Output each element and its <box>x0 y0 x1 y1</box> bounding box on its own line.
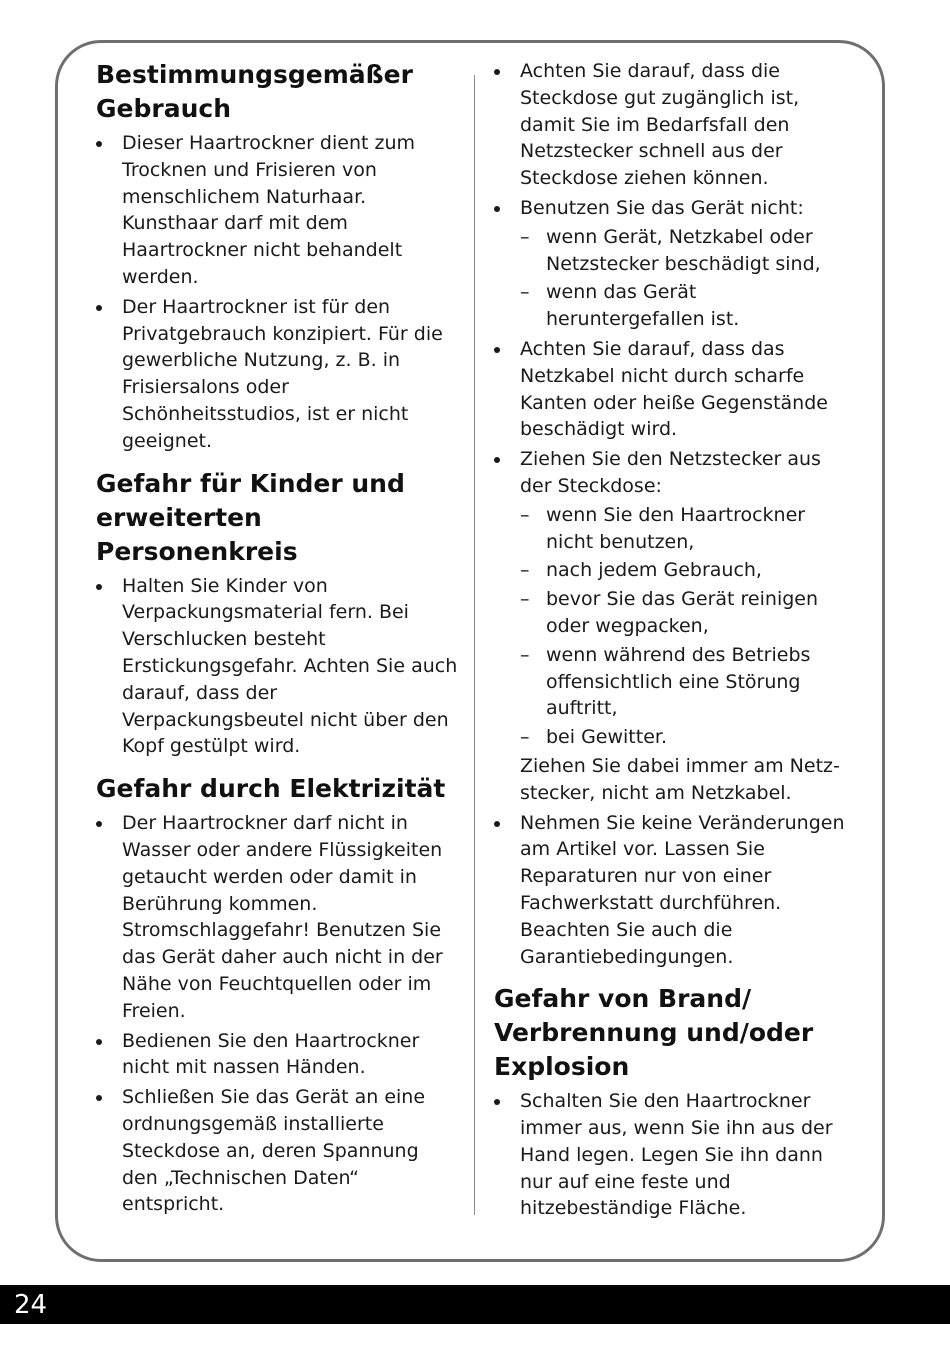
section-fire-danger <box>494 982 856 1222</box>
bullet-list <box>494 58 856 970</box>
section-title: Bestimmungsgemäßer Gebrauch <box>96 60 413 123</box>
list-item: Schließen Sie das Gerät an eine ordnungsgemäß installierte Steckdose an, deren Spannung den „Technischen Daten“ entspricht. <box>96 1084 458 1218</box>
sub-list-item: – wenn während des Betriebs offensichtlich eine Störung auftritt, <box>520 643 811 720</box>
page-footer-bar <box>0 1285 950 1324</box>
list-item: Halten Sie Kinder von Verpackungsmaterial fern. Bei Verschlucken besteht Erstickungsgefahr. Achten Sie auch darauf, dass der Verpackungsbeutel nicht über den Kopf gestülpt wird. <box>96 573 458 761</box>
left-column <box>96 58 458 1230</box>
list-item: Nehmen Sie keine Veränderungen am Artikel vor. Lassen Sie Reparaturen nur von einer Fachwerkstatt durchführen. Beachten Sie auch die Garantiebedingungen. <box>494 810 856 971</box>
bullet-icon <box>494 206 500 212</box>
dash-icon: – <box>520 588 530 611</box>
bullet-icon <box>494 347 500 353</box>
sub-list-item: – bei Gewitter. <box>520 724 856 751</box>
bullet-icon <box>494 1099 500 1105</box>
sub-list-item: – wenn das Gerät heruntergefallen ist. <box>520 281 740 331</box>
bullet-icon <box>96 1039 102 1045</box>
section-intended-use <box>96 58 458 455</box>
list-item: Ziehen Sie den Netzstecker aus der Steckdose: – wenn Sie den Haartrockner nicht benutzen, – nach jedem Gebrauch, – bevor Sie das Gerät reinigen oder wegpacken, – wenn während des Betriebs offensichtlich eine Störung auftritt, – bei Gewitter. Ziehen Sie dabei immer am Netz-stecker, nicht am Netzkabel. <box>494 446 856 806</box>
section-electricity-danger <box>96 772 458 1218</box>
page-number: 24 <box>14 1290 48 1320</box>
bullet-icon <box>96 821 102 827</box>
list-item: Der Haartrockner darf nicht in Wasser oder andere Flüssigkeiten getaucht werden oder damit in Berührung kommen. Stromschlaggefahr! Benutzen Sie das Gerät daher auch nicht in der Nähe von Feuchtquellen oder im Freien. <box>96 810 458 1024</box>
dash-icon: – <box>520 281 530 304</box>
bullet-icon <box>494 821 500 827</box>
bullet-icon <box>96 305 102 311</box>
bullet-list <box>494 1088 856 1222</box>
sub-list <box>520 224 856 333</box>
section-electricity-continued <box>494 58 856 970</box>
dash-icon: – <box>520 726 530 749</box>
bullet-icon <box>494 457 500 463</box>
list-item: Dieser Haartrockner dient zum Trocknen und Frisieren von menschlichem Naturhaar. Kunsthaar darf mit dem Haartrockner nicht behandelt werden. <box>96 130 458 291</box>
bullet-icon <box>494 69 500 75</box>
bullet-icon <box>96 141 102 147</box>
sub-list-item: – wenn Gerät, Netzkabel oder Netzstecker beschädigt sind, <box>520 225 821 275</box>
list-item: Benutzen Sie das Gerät nicht: – wenn Gerät, Netzkabel oder Netzstecker beschädigt sind, – wenn das Gerät heruntergefallen ist. <box>494 195 856 333</box>
note-text: Ziehen Sie dabei immer am Netz-stecker, nicht am Netzkabel. <box>520 754 840 804</box>
dash-icon: – <box>520 225 530 248</box>
list-item: Schalten Sie den Haartrockner immer aus, wenn Sie ihn aus der Hand legen. Legen Sie ihn dann nur auf eine feste und hitzebeständige Fläche. <box>494 1088 856 1222</box>
list-item: Bedienen Sie den Haartrockner nicht mit nassen Händen. <box>96 1028 458 1082</box>
dash-icon: – <box>520 559 530 582</box>
dash-icon: – <box>520 503 530 526</box>
bullet-icon <box>96 1095 102 1101</box>
list-item: Der Haartrockner ist für den Privatgebrauch konzipiert. Für die gewerbliche Nutzung, z. B. in Frisiersalons oder Schönheitsstudios, ist er nicht geeignet. <box>96 294 458 455</box>
sub-list-item: – nach jedem Gebrauch, <box>520 557 856 584</box>
column-divider <box>474 75 475 1215</box>
bullet-list <box>96 573 458 761</box>
section-children-danger <box>96 467 458 761</box>
section-title: Gefahr von Brand/ Verbrennung und/oder Explosion <box>494 984 814 1082</box>
sub-list-item: – bevor Sie das Gerät reinigen oder wegpacken, <box>520 588 819 637</box>
right-column <box>494 58 856 1234</box>
section-title: Gefahr für Kinder und erweiterten Personenkreis <box>96 468 405 566</box>
list-item: Achten Sie darauf, dass die Steckdose gut zugänglich ist, damit Sie im Bedarfsfall den Netzstecker schnell aus der Steckdose ziehen können. <box>494 58 856 192</box>
dash-icon: – <box>520 643 530 666</box>
section-title: Gefahr durch Elektrizität <box>96 774 446 804</box>
bullet-list <box>96 130 458 455</box>
bullet-list <box>96 810 458 1218</box>
sub-list-item: – wenn Sie den Haartrockner nicht benutzen, <box>520 503 806 553</box>
list-item: Achten Sie darauf, dass das Netzkabel nicht durch scharfe Kanten oder heiße Gegenstände beschädigt wird. <box>494 336 856 443</box>
bullet-icon <box>96 584 102 590</box>
sub-list <box>520 502 856 751</box>
